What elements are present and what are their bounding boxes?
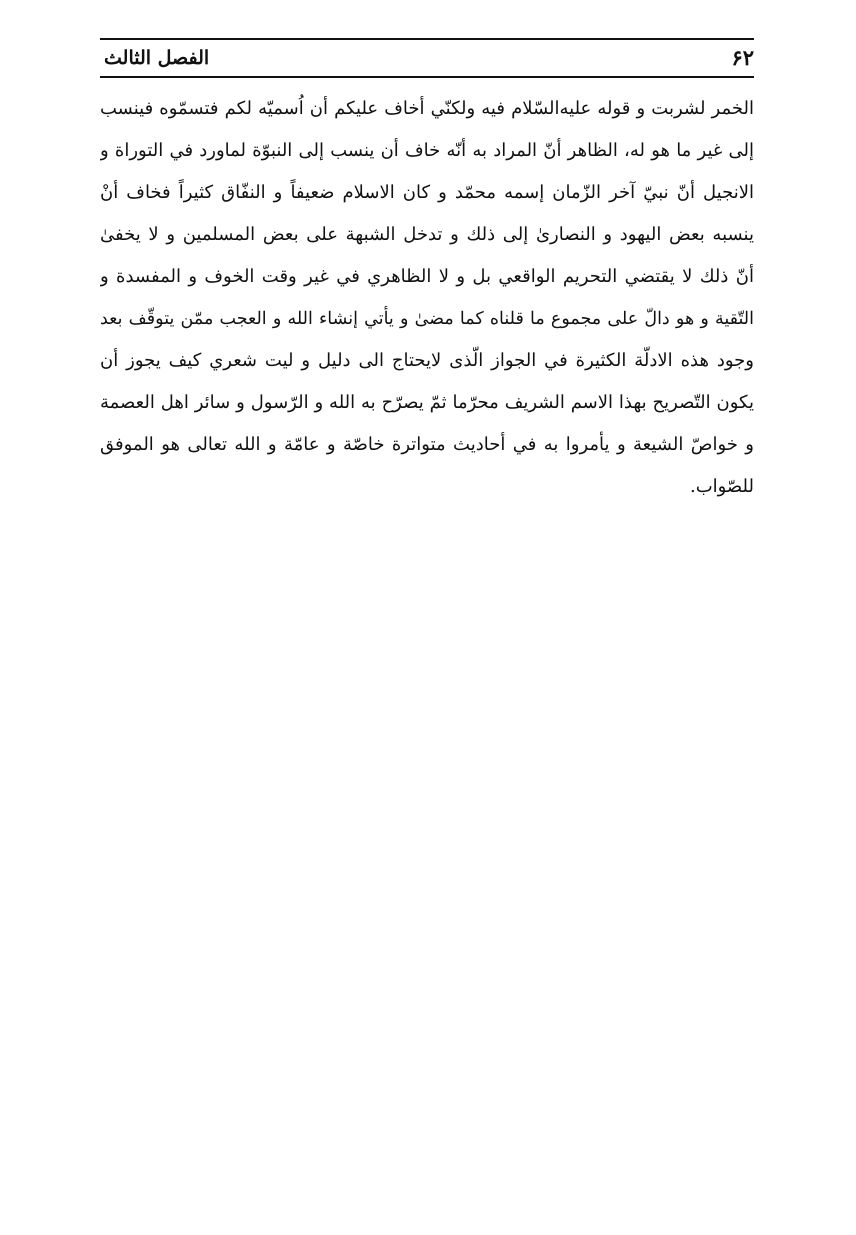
- text-line: أنّ ذلك لا يقتضي التحريم الواقعي بل و لا الظاهري في غير وقت الخوف و المفسدة و: [100, 266, 754, 287]
- text-line: يكون التّصريح بهذا الاسم الشريف محرّما ثمّ يصرّح به الله و الرّسول و سائر اهل العصمة: [100, 392, 754, 413]
- text-line: للصّواب.: [689, 476, 754, 497]
- page-number: ۶۲: [731, 45, 754, 70]
- body-text: [100, 88, 754, 508]
- text-line: التّقية و هو دالّ على مجموع ما قلناه كما مضىٰ و يأتي إنشاء الله و العجب ممّن يتوقّف بعد: [100, 309, 754, 329]
- text-line: الانجيل أنّ نبيّ آخر الزّمان إسمه محمّد و كان الاسلام ضعيفاً و النفّاق كثيراً فخاف أنْ: [100, 182, 754, 203]
- text-line: الخمر لشربت و قوله عليه‌السّلام فيه ولكنّي أخاف عليكم أن اُسميّه لكم فتسمّوه فينسب: [100, 98, 754, 119]
- text-line: وجود هذه الادلّة الكثيرة في الجواز الّذى لايحتاج الى دليل و ليت شعري كيف يجوز أن: [100, 350, 754, 371]
- running-header: [100, 38, 754, 78]
- text-line: ينسبه بعض اليهود و النصارىٰ إلى ذلك و تدخل الشبهة على بعض المسلمين و لا يخفىٰ: [100, 224, 754, 245]
- text-line: إلى غير ما هو له، الظاهر أنّ المراد به أنّه خاف أن ينسب إلى النبوّة لماورد في التوراة و: [100, 140, 754, 161]
- text-line: و خواصّ الشيعة و يأمروا به في أحاديث متواترة خاصّة و عامّة و الله تعالى هو الموفق: [100, 434, 754, 455]
- chapter-title: الفصل الثالث: [104, 47, 210, 69]
